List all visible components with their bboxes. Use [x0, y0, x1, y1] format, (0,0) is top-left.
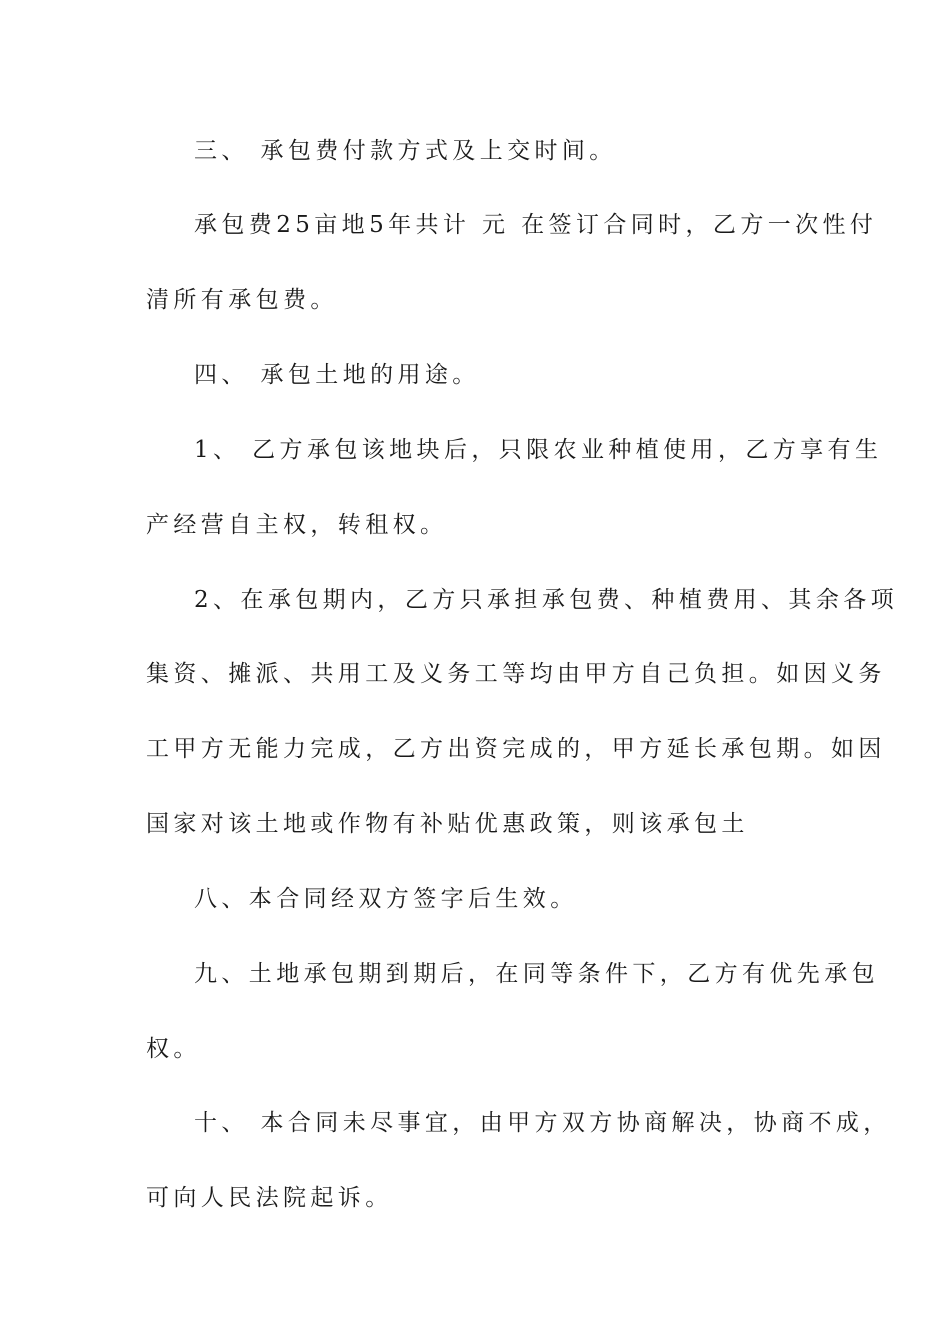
paragraph-line: 国家对该土地或作物有补贴优惠政策，则该承包土 — [146, 811, 749, 837]
paragraph-line: 承包费25亩地5年共计 元 在签订合同时，乙方一次性付 — [194, 212, 878, 238]
paragraph-line: 可向人民法院起诉。 — [146, 1185, 393, 1211]
paragraph-line: 2、在承包期内，乙方只承担承包费、种植费用、其余各项 — [194, 587, 899, 613]
paragraph-line: 产经营自主权，转租权。 — [146, 512, 448, 538]
paragraph-line: 集资、摊派、共用工及义务工等均由甲方自己负担。如因义务 — [146, 661, 886, 687]
paragraph-line: 九、土地承包期到期后，在同等条件下，乙方有优先承包 — [194, 961, 879, 987]
paragraph-line: 清所有承包费。 — [146, 287, 338, 313]
section-3-heading: 三、 承包费付款方式及上交时间。 — [194, 138, 617, 164]
section-10-heading: 十、 本合同未尽事宜，由甲方双方协商解决，协商不成， — [194, 1110, 891, 1136]
paragraph-line: 权。 — [146, 1036, 201, 1062]
section-4-heading: 四、 承包土地的用途。 — [194, 362, 480, 388]
section-8-heading: 八、本合同经双方签字后生效。 — [194, 886, 578, 912]
paragraph-line: 1、 乙方承包该地块后，只限农业种植使用，乙方享有生 — [194, 437, 883, 463]
paragraph-line: 工甲方无能力完成，乙方出资完成的，甲方延长承包期。如因 — [146, 736, 886, 762]
